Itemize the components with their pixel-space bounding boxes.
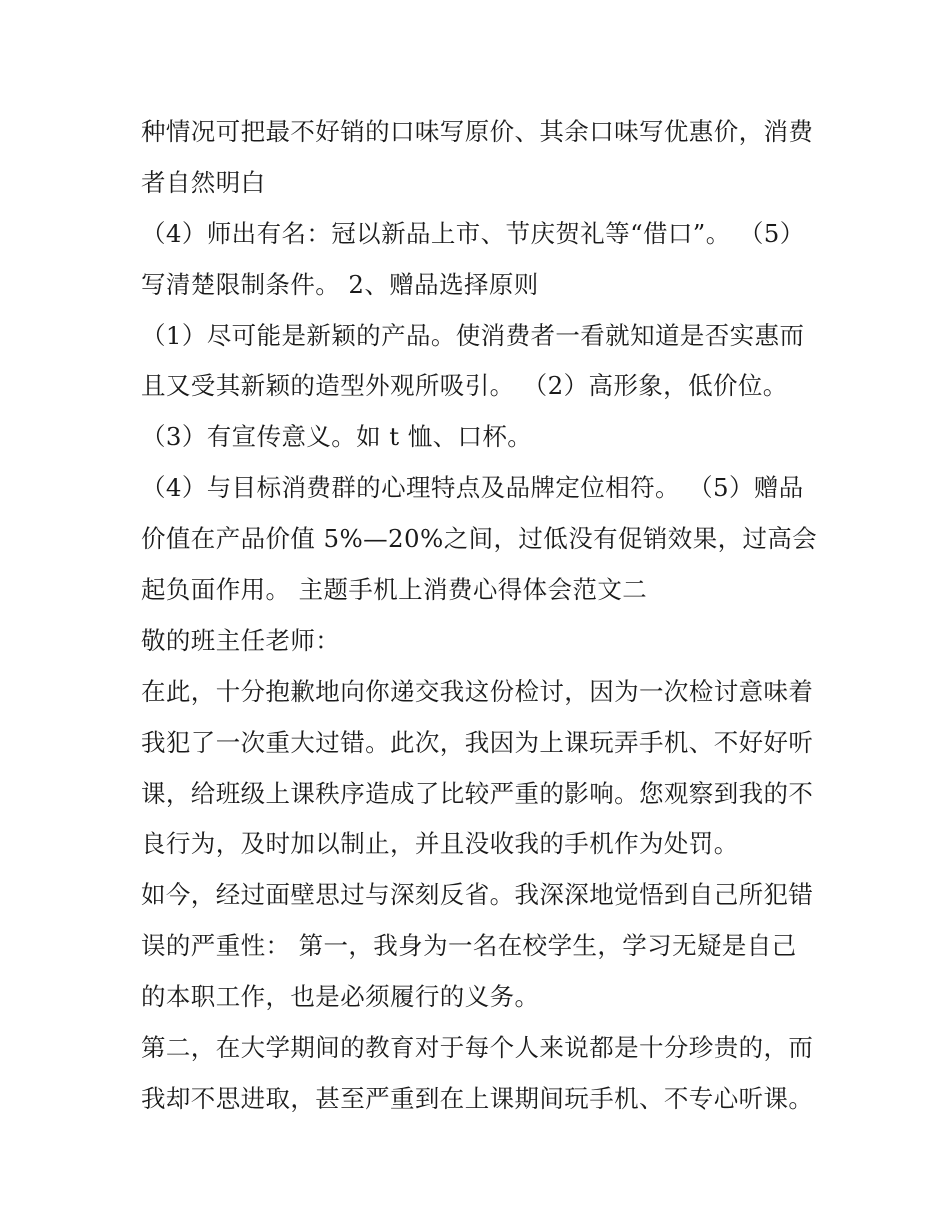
text-line: 在此，十分抱歉地向你递交我这份检讨，因为一次检讨意味着 <box>141 676 814 706</box>
document-body <box>141 107 831 1125</box>
text-line: （3）有宣传意义。如 t 恤、口杯。 <box>141 422 533 452</box>
text-line: 者自然明白 <box>141 167 266 197</box>
text-line: 我犯了一次重大过错。此次，我因为上课玩弄手机、不好好听 <box>141 727 814 757</box>
text-line: 写清楚限制条件。 2、赠品选择原则 <box>141 269 539 299</box>
text-line: 种情况可把最不好销的口味写原价、其余口味写优惠价，消费 <box>141 117 814 146</box>
text-line: 敬的班主任老师： <box>141 625 341 655</box>
text-line: 的本职工作，也是必须履行的义务。 <box>141 982 540 1012</box>
text-line: 如今，经过面壁思过与深刻反省。我深深地觉悟到自己所犯错 <box>141 880 814 910</box>
text-line: （4）与目标消费群的心理特点及品牌定位相符。 （5）赠品 <box>141 473 804 503</box>
text-line: 起负面作用。 主题手机上消费心得体会范文二 <box>141 575 648 605</box>
text-line: 良行为，及时加以制止，并且没收我的手机作为处罚。 <box>141 829 739 859</box>
text-line: 第二，在大学期间的教育对于每个人来说都是十分珍贵的，而 <box>141 1033 814 1063</box>
text-line: 价值在产品价值 5%—20%之间，过低没有促销效果，过高会 <box>141 524 818 554</box>
text-line: 我却不思进取，甚至严重到在上课期间玩手机、不专心听课。 <box>141 1083 814 1113</box>
text-line: （1）尽可能是新颖的产品。使消费者一看就知道是否实惠而 <box>141 320 805 350</box>
text-line: 误的严重性： 第一，我身为一名在校学生，学习无疑是自己 <box>141 931 797 961</box>
text-line: （4）师出有名：冠以新品上市、节庆贺礼等“借口”。 （5） <box>141 218 805 248</box>
text-line: 且又受其新颖的造型外观所吸引。 （2）高形象，低价位。 <box>141 371 788 401</box>
text-line: 课，给班级上课秩序造成了比较严重的影响。您观察到我的不 <box>141 778 814 808</box>
